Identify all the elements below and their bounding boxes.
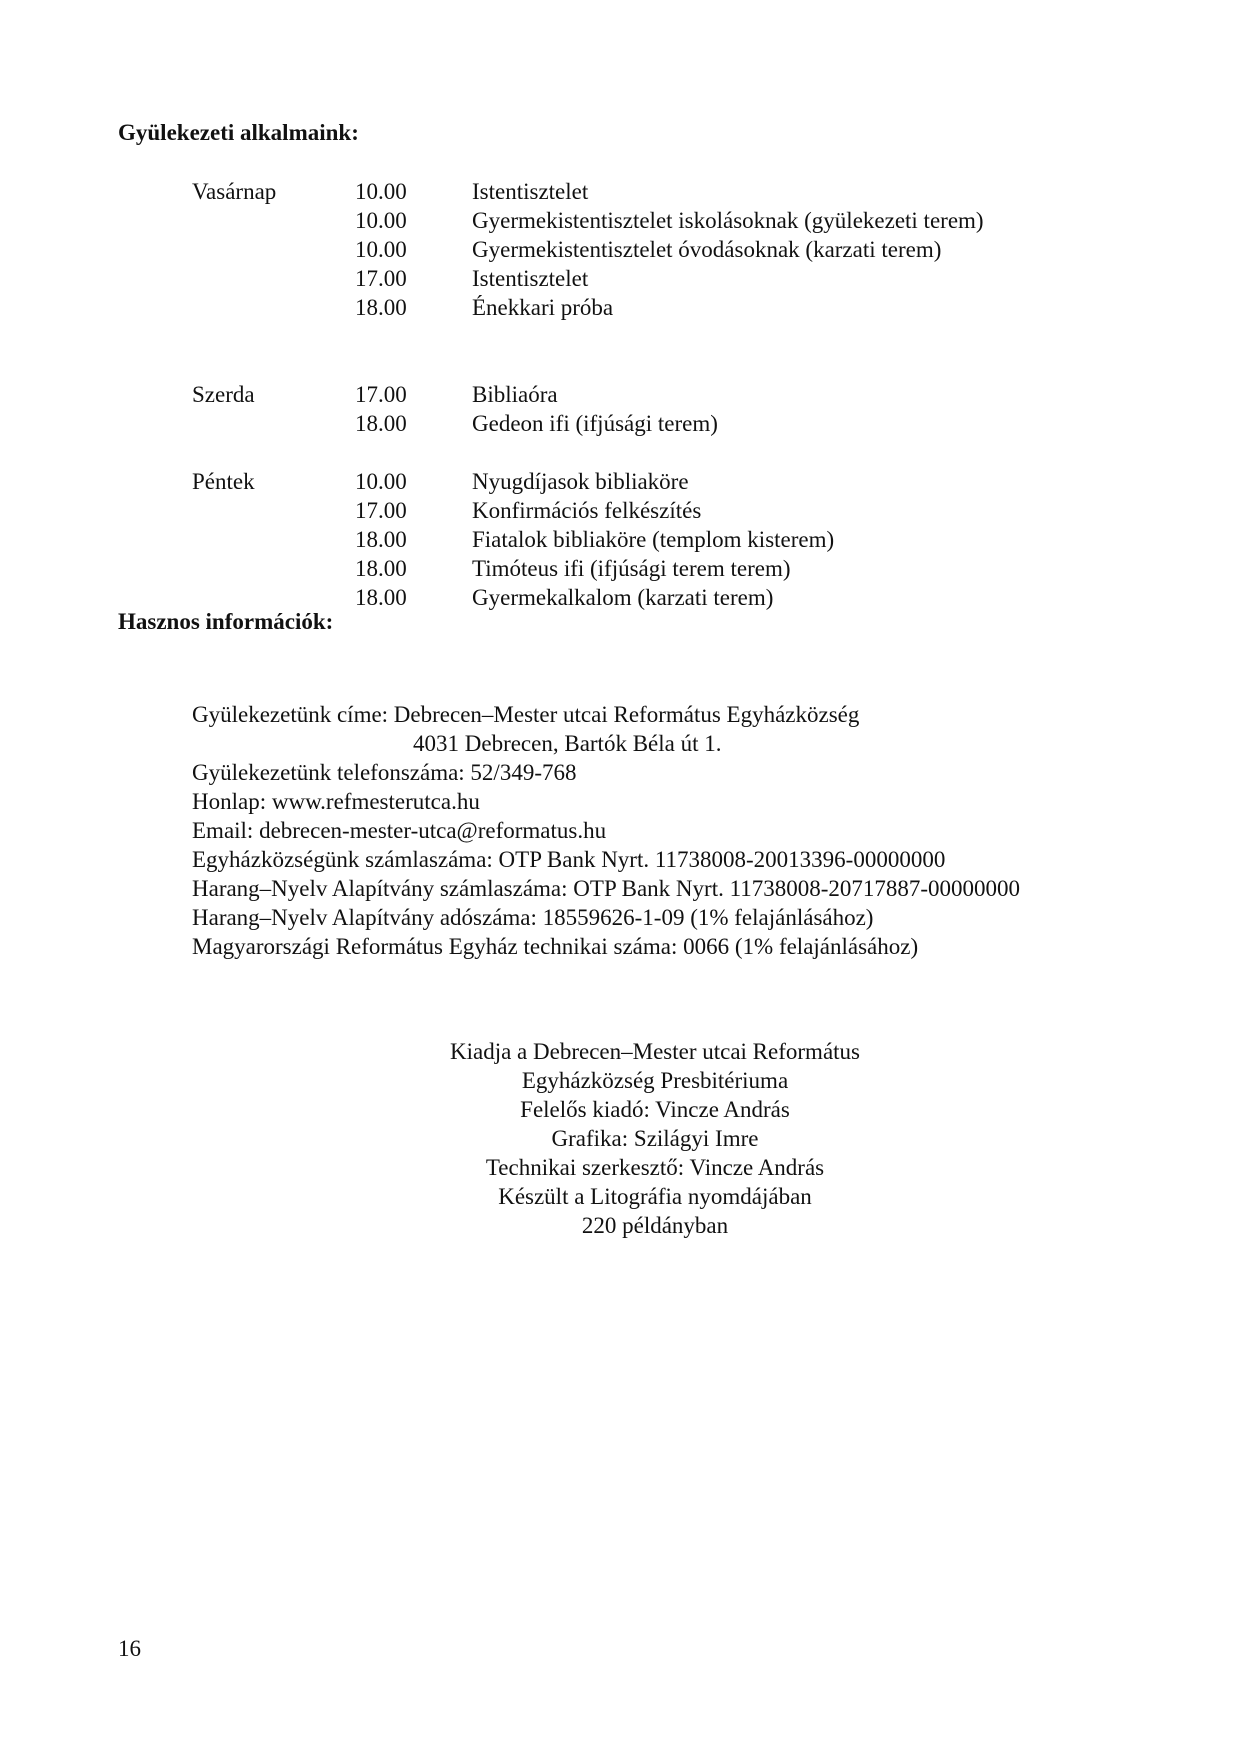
colophon-line: 220 példányban bbox=[581, 1213, 729, 1238]
colophon bbox=[420, 1037, 890, 1240]
address-line: Gyülekezetünk címe: Debrecen–Mester utcai Református Egyházközség bbox=[192, 702, 860, 727]
schedule-event: Istentisztelet bbox=[472, 179, 589, 204]
schedule-row bbox=[0, 554, 1241, 583]
page-number: 16 bbox=[118, 1636, 141, 1661]
website-line: Honlap: www.refmesterutca.hu bbox=[192, 789, 480, 814]
colophon-line: Egyházközség Presbitériuma bbox=[521, 1068, 789, 1093]
address-city-line: 4031 Debrecen, Bartók Béla út 1. bbox=[413, 731, 722, 756]
church-tech-number-line: Magyarországi Református Egyház technikai száma: 0066 (1% felajánlásához) bbox=[192, 934, 919, 959]
schedule-event: Nyugdíjasok bibliaköre bbox=[472, 469, 689, 494]
schedule-time: 18.00 bbox=[355, 585, 407, 610]
schedule-row bbox=[0, 467, 1241, 496]
schedule-day: Péntek bbox=[192, 469, 255, 494]
schedule-event: Gyermekistentisztelet óvodásoknak (karzati terem) bbox=[472, 237, 942, 262]
schedule-event: Gyermekalkalom (karzati terem) bbox=[472, 585, 774, 610]
schedule-time: 18.00 bbox=[355, 556, 407, 581]
schedule-time: 17.00 bbox=[355, 266, 407, 291]
schedule-row bbox=[0, 235, 1241, 264]
schedule-event: Gyermekistentisztelet iskolásoknak (gyülekezeti terem) bbox=[472, 208, 984, 233]
phone-line: Gyülekezetünk telefonszáma: 52/349-768 bbox=[192, 760, 577, 785]
schedule-row bbox=[0, 293, 1241, 322]
schedule-event: Konfirmációs felkészítés bbox=[472, 498, 702, 523]
schedule-row bbox=[0, 380, 1241, 409]
schedule-time: 10.00 bbox=[355, 469, 407, 494]
schedule-time: 18.00 bbox=[355, 411, 407, 436]
colophon-line: Készült a Litográfia nyomdájában bbox=[498, 1184, 812, 1209]
schedule-time: 17.00 bbox=[355, 498, 407, 523]
foundation-account-line: Harang–Nyelv Alapítvány számlaszáma: OTP Bank Nyrt. 11738008-20717887-00000000 bbox=[192, 876, 1021, 901]
schedule-time: 18.00 bbox=[355, 527, 407, 552]
info-heading: Hasznos információk: bbox=[118, 609, 334, 634]
email-line: Email: debrecen-mester-utca@reformatus.hu bbox=[192, 818, 607, 843]
colophon-line: Technikai szerkesztő: Vincze András bbox=[485, 1155, 825, 1180]
schedule-row bbox=[0, 496, 1241, 525]
schedule-event: Fiatalok bibliaköre (templom kisterem) bbox=[472, 527, 835, 552]
schedule-event: Bibliaóra bbox=[472, 382, 558, 407]
schedule-time: 10.00 bbox=[355, 179, 407, 204]
schedule-row bbox=[0, 409, 1241, 438]
colophon-line: Felelős kiadó: Vincze András bbox=[520, 1097, 790, 1122]
schedule-time: 18.00 bbox=[355, 295, 407, 320]
schedule-time: 10.00 bbox=[355, 208, 407, 233]
schedule-time: 10.00 bbox=[355, 237, 407, 262]
schedule-heading: Gyülekezeti alkalmaink: bbox=[118, 120, 359, 145]
schedule-time: 17.00 bbox=[355, 382, 407, 407]
schedule-event: Istentisztelet bbox=[472, 266, 589, 291]
schedule-event: Gedeon ifi (ifjúsági terem) bbox=[472, 411, 718, 436]
schedule-event: Timóteus ifi (ifjúsági terem terem) bbox=[472, 556, 791, 581]
schedule-row bbox=[0, 264, 1241, 293]
foundation-tax-line: Harang–Nyelv Alapítvány adószáma: 18559626-1-09 (1% felajánlásához) bbox=[192, 905, 874, 930]
colophon-line: Grafika: Szilágyi Imre bbox=[551, 1126, 759, 1151]
schedule-day: Szerda bbox=[192, 382, 255, 407]
colophon-line: Kiadja a Debrecen–Mester utcai Református bbox=[450, 1039, 860, 1064]
schedule-event: Énekkari próba bbox=[472, 295, 614, 320]
schedule-row bbox=[0, 525, 1241, 554]
schedule-row bbox=[0, 177, 1241, 206]
schedule-row bbox=[0, 206, 1241, 235]
schedule-day: Vasárnap bbox=[192, 179, 277, 204]
bank-account-line: Egyházközségünk számlaszáma: OTP Bank Nyrt. 11738008-20013396-00000000 bbox=[192, 847, 946, 872]
